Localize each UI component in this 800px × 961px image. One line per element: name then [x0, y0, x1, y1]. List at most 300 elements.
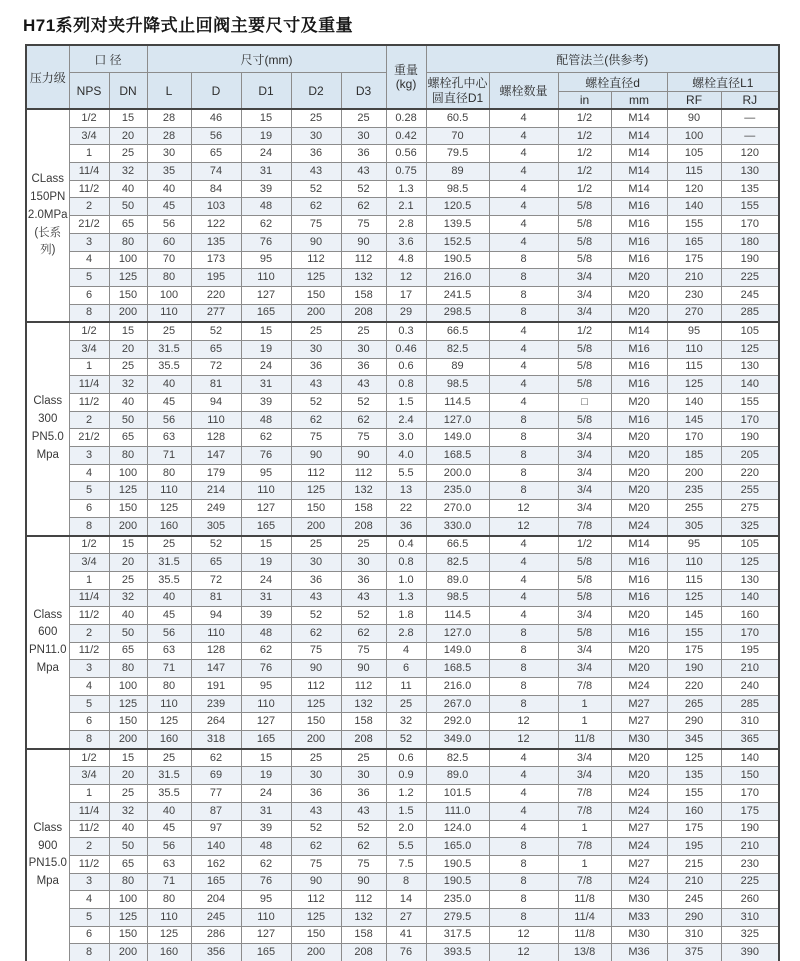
table-cell: M16	[611, 376, 667, 394]
table-cell: 240	[721, 678, 779, 696]
table-cell: 8	[489, 838, 558, 856]
table-cell: 165	[241, 304, 291, 322]
table-cell: 125	[109, 482, 147, 500]
table-cell: 125	[291, 908, 341, 926]
table-cell: M16	[611, 571, 667, 589]
table-cell: 80	[147, 678, 191, 696]
table-cell: 15	[241, 109, 291, 127]
table-cell: 277	[191, 304, 241, 322]
table-cell: 1/2	[558, 109, 611, 127]
table-cell: 208	[341, 517, 386, 535]
table-cell: 25	[341, 536, 386, 554]
table-cell: 75	[291, 429, 341, 447]
table-cell: 175	[721, 802, 779, 820]
table-row	[26, 731, 779, 749]
table-cell: 127.0	[426, 624, 489, 642]
table-cell: 330.0	[426, 517, 489, 535]
table-cell: 158	[341, 713, 386, 731]
table-cell: 3/4	[558, 660, 611, 678]
table-cell: 72	[191, 571, 241, 589]
table-cell: 8	[489, 855, 558, 873]
table-cell: 208	[341, 731, 386, 749]
table-cell: 65	[109, 216, 147, 234]
table-row	[26, 713, 779, 731]
table-cell: 45	[147, 394, 191, 412]
table-cell: 114.5	[426, 607, 489, 625]
table-cell: M20	[611, 464, 667, 482]
table-cell: 140	[191, 838, 241, 856]
table-cell: 31	[241, 376, 291, 394]
table-cell: 1.3	[386, 180, 426, 198]
table-cell: 65	[191, 554, 241, 572]
table-cell: 160	[147, 517, 191, 535]
table-cell: 317.5	[426, 926, 489, 944]
table-cell: 200	[291, 517, 341, 535]
table-cell: 6	[69, 926, 109, 944]
table-cell: 195	[191, 269, 241, 287]
table-cell: 4	[489, 554, 558, 572]
table-cell: 135	[667, 767, 721, 785]
table-cell: 80	[109, 873, 147, 891]
table-cell: 125	[721, 554, 779, 572]
table-cell: 325	[721, 517, 779, 535]
table-cell: 1.0	[386, 571, 426, 589]
table-row	[26, 944, 779, 961]
table-row	[26, 926, 779, 944]
table-cell: M20	[611, 429, 667, 447]
table-cell: 180	[721, 233, 779, 251]
table-cell: 115	[667, 358, 721, 376]
table-cell: 35.5	[147, 358, 191, 376]
table-cell: 2.4	[386, 411, 426, 429]
table-row	[26, 749, 779, 767]
table-cell: 25	[386, 695, 426, 713]
table-cell: 25	[109, 145, 147, 163]
table-cell: 52	[291, 394, 341, 412]
table-cell: 89	[426, 163, 489, 181]
table-cell: 3.6	[386, 233, 426, 251]
table-cell: 110	[147, 695, 191, 713]
table-cell: 200	[109, 731, 147, 749]
table-cell: 6	[386, 660, 426, 678]
table-cell: 80	[147, 269, 191, 287]
table-cell: 345	[667, 731, 721, 749]
table-cell: 29	[386, 304, 426, 322]
table-cell: 90	[341, 447, 386, 465]
table-cell: 210	[667, 269, 721, 287]
header-rj: RJ	[721, 92, 779, 110]
table-cell: 43	[291, 802, 341, 820]
table-cell: 220	[191, 286, 241, 304]
table-cell: 112	[341, 678, 386, 696]
pressure-class-cell: Class 600 PN11.0 Mpa	[26, 536, 69, 749]
table-cell: 5.5	[386, 464, 426, 482]
table-cell: 0.3	[386, 322, 426, 340]
table-cell: 12	[489, 500, 558, 518]
table-cell: 12	[489, 926, 558, 944]
table-cell: 110	[241, 482, 291, 500]
table-cell: 165	[667, 233, 721, 251]
table-cell: 356	[191, 944, 241, 961]
table-cell: 15	[109, 536, 147, 554]
table-cell: 89	[426, 358, 489, 376]
table-cell: 3/4	[558, 269, 611, 287]
table-cell: 11/4	[558, 908, 611, 926]
table-row	[26, 855, 779, 873]
table-row	[26, 642, 779, 660]
table-cell: 5/8	[558, 340, 611, 358]
table-cell: 160	[147, 944, 191, 961]
table-cell: M16	[611, 411, 667, 429]
table-cell: 2.8	[386, 624, 426, 642]
table-row	[26, 607, 779, 625]
table-cell: 11/2	[69, 607, 109, 625]
table-cell: 132	[341, 695, 386, 713]
table-cell: 4.8	[386, 251, 426, 269]
table-cell: 0.9	[386, 767, 426, 785]
table-cell: 4	[69, 678, 109, 696]
table-cell: 235.0	[426, 891, 489, 909]
table-cell: 5	[69, 482, 109, 500]
table-cell: 90	[291, 233, 341, 251]
table-cell: 160	[721, 607, 779, 625]
table-cell: M20	[611, 482, 667, 500]
table-row	[26, 678, 779, 696]
table-cell: —	[721, 127, 779, 145]
table-cell: 30	[341, 554, 386, 572]
table-cell: 40	[109, 180, 147, 198]
table-cell: 127.0	[426, 411, 489, 429]
table-cell: 31	[241, 589, 291, 607]
table-row	[26, 358, 779, 376]
table-cell: 0.6	[386, 358, 426, 376]
table-cell: 165.0	[426, 838, 489, 856]
table-cell: 127	[241, 500, 291, 518]
table-cell: 21/2	[69, 216, 109, 234]
table-cell: 150	[291, 500, 341, 518]
table-cell: 95	[667, 322, 721, 340]
table-cell: 200	[109, 944, 147, 961]
table-cell: 147	[191, 447, 241, 465]
table-cell: 11/4	[69, 163, 109, 181]
table-cell: 52	[191, 322, 241, 340]
table-cell: 71	[147, 447, 191, 465]
table-cell: 8	[69, 517, 109, 535]
table-cell: 127	[241, 926, 291, 944]
table-cell: 130	[721, 571, 779, 589]
table-cell: 48	[241, 411, 291, 429]
table-cell: 36	[291, 571, 341, 589]
table-cell: 8	[69, 944, 109, 961]
table-cell: 76	[241, 660, 291, 678]
table-cell: 25	[291, 322, 341, 340]
table-cell: M16	[611, 251, 667, 269]
table-cell: 45	[147, 198, 191, 216]
table-cell: 6	[69, 286, 109, 304]
table-cell: 150	[291, 713, 341, 731]
table-cell: 19	[241, 127, 291, 145]
table-row	[26, 304, 779, 322]
table-row	[26, 286, 779, 304]
table-row	[26, 695, 779, 713]
table-cell: 52	[341, 394, 386, 412]
table-cell: 62	[341, 411, 386, 429]
table-cell: 190	[721, 820, 779, 838]
table-cell: 12	[489, 517, 558, 535]
table-cell: 8	[489, 642, 558, 660]
table-cell: 318	[191, 731, 241, 749]
table-cell: 1	[558, 713, 611, 731]
table-cell: 4	[489, 127, 558, 145]
table-cell: 290	[667, 908, 721, 926]
table-cell: 8	[69, 304, 109, 322]
table-cell: 375	[667, 944, 721, 961]
table-cell: 75	[291, 642, 341, 660]
table-cell: 43	[291, 376, 341, 394]
table-cell: 3/4	[69, 127, 109, 145]
table-cell: M24	[611, 838, 667, 856]
table-cell: M16	[611, 233, 667, 251]
table-cell: □	[558, 394, 611, 412]
table-cell: 175	[667, 251, 721, 269]
table-cell: M14	[611, 109, 667, 127]
table-cell: 2	[69, 198, 109, 216]
table-cell: 0.8	[386, 376, 426, 394]
table-cell: M14	[611, 127, 667, 145]
table-cell: 1.5	[386, 394, 426, 412]
table-cell: 285	[721, 695, 779, 713]
header-dimensions: 尺寸(mm)	[147, 45, 386, 73]
table-cell: 175	[667, 820, 721, 838]
table-cell: 4	[489, 802, 558, 820]
table-cell: 90	[291, 873, 341, 891]
table-cell: 63	[147, 855, 191, 873]
table-cell: 66.5	[426, 536, 489, 554]
table-cell: M16	[611, 554, 667, 572]
table-cell: 239	[191, 695, 241, 713]
table-cell: 52	[291, 607, 341, 625]
table-cell: 63	[147, 429, 191, 447]
table-cell: M24	[611, 873, 667, 891]
table-cell: 4.0	[386, 447, 426, 465]
table-cell: 5/8	[558, 376, 611, 394]
table-cell: 3/4	[558, 767, 611, 785]
table-cell: 5/8	[558, 216, 611, 234]
header-bolt-qty: 螺栓数量	[489, 73, 558, 110]
table-cell: 286	[191, 926, 241, 944]
table-cell: 36	[341, 785, 386, 803]
table-cell: 75	[341, 216, 386, 234]
table-cell: 160	[147, 731, 191, 749]
header-bolt-dia-l1: 螺栓直径L1	[667, 73, 779, 92]
table-cell: 1/2	[69, 749, 109, 767]
table-cell: 100	[109, 464, 147, 482]
table-cell: 36	[341, 571, 386, 589]
table-row	[26, 340, 779, 358]
table-cell: 24	[241, 785, 291, 803]
table-cell: M16	[611, 216, 667, 234]
table-cell: 393.5	[426, 944, 489, 961]
table-cell: 11/8	[558, 926, 611, 944]
table-cell: M20	[611, 394, 667, 412]
table-cell: 82.5	[426, 749, 489, 767]
table-cell: 75	[341, 429, 386, 447]
table-cell: 19	[241, 767, 291, 785]
table-cell: 15	[241, 749, 291, 767]
table-cell: 56	[147, 411, 191, 429]
table-cell: 43	[341, 802, 386, 820]
table-cell: 56	[147, 216, 191, 234]
table-cell: 32	[109, 376, 147, 394]
table-cell: 125	[109, 269, 147, 287]
header-row-1	[26, 45, 779, 73]
table-cell: 3	[69, 660, 109, 678]
table-cell: 3/4	[558, 447, 611, 465]
table-cell: 11/2	[69, 855, 109, 873]
table-cell: 25	[291, 109, 341, 127]
table-cell: 62	[341, 838, 386, 856]
table-cell: 1/2	[558, 536, 611, 554]
table-cell: 1	[69, 785, 109, 803]
table-cell: 45	[147, 607, 191, 625]
table-row	[26, 145, 779, 163]
table-cell: 52	[386, 731, 426, 749]
table-cell: 7/8	[558, 838, 611, 856]
table-row	[26, 589, 779, 607]
table-cell: 365	[721, 731, 779, 749]
table-row	[26, 554, 779, 572]
table-row	[26, 891, 779, 909]
table-cell: 349.0	[426, 731, 489, 749]
table-cell: 4	[489, 785, 558, 803]
table-cell: 11/4	[69, 589, 109, 607]
table-cell: 3/4	[558, 286, 611, 304]
table-header	[26, 45, 779, 109]
table-cell: 4	[489, 358, 558, 376]
table-cell: 39	[241, 820, 291, 838]
table-cell: 40	[109, 820, 147, 838]
table-cell: M27	[611, 713, 667, 731]
table-cell: 25	[109, 358, 147, 376]
table-cell: 95	[241, 678, 291, 696]
table-cell: 112	[291, 251, 341, 269]
table-cell: 30	[341, 127, 386, 145]
table-cell: 110	[147, 304, 191, 322]
table-cell: 3/4	[558, 642, 611, 660]
table-cell: M20	[611, 286, 667, 304]
table-cell: 275	[721, 500, 779, 518]
table-cell: 3/4	[69, 554, 109, 572]
table-cell: 80	[147, 464, 191, 482]
table-cell: 62	[291, 624, 341, 642]
table-cell: 112	[291, 678, 341, 696]
table-cell: 20	[109, 127, 147, 145]
table-cell: 149.0	[426, 429, 489, 447]
table-cell: M20	[611, 304, 667, 322]
table-cell: 1	[69, 358, 109, 376]
table-cell: 1	[558, 855, 611, 873]
table-cell: 155	[667, 216, 721, 234]
table-cell: 122	[191, 216, 241, 234]
table-cell: 4	[489, 180, 558, 198]
table-cell: 7.5	[386, 855, 426, 873]
table-cell: 235.0	[426, 482, 489, 500]
table-cell: 158	[341, 286, 386, 304]
table-cell: 62	[341, 198, 386, 216]
table-cell: 65	[109, 429, 147, 447]
header-flange: 配管法兰(供参考)	[426, 45, 779, 73]
table-cell: 4	[386, 642, 426, 660]
table-cell: 210	[667, 873, 721, 891]
table-cell: 1.2	[386, 785, 426, 803]
table-cell: 31.5	[147, 767, 191, 785]
table-cell: 48	[241, 838, 291, 856]
table-cell: 50	[109, 411, 147, 429]
table-cell: 8	[489, 678, 558, 696]
table-cell: M30	[611, 731, 667, 749]
table-cell: 76	[241, 873, 291, 891]
table-cell: 3/4	[558, 607, 611, 625]
table-cell: 114.5	[426, 394, 489, 412]
table-cell: 179	[191, 464, 241, 482]
table-cell: 124.0	[426, 820, 489, 838]
table-cell: 30	[341, 340, 386, 358]
table-cell: 165	[241, 944, 291, 961]
table-cell: 220	[667, 678, 721, 696]
table-cell: 52	[341, 607, 386, 625]
table-cell: M16	[611, 624, 667, 642]
table-cell: 70	[426, 127, 489, 145]
table-cell: 25	[291, 536, 341, 554]
table-cell: 81	[191, 376, 241, 394]
table-cell: 52	[341, 180, 386, 198]
table-cell: 5	[69, 695, 109, 713]
table-cell: 8	[489, 411, 558, 429]
table-cell: 31.5	[147, 340, 191, 358]
table-cell: 52	[341, 820, 386, 838]
table-cell: 298.5	[426, 304, 489, 322]
table-cell: M20	[611, 269, 667, 287]
table-cell: 195	[667, 838, 721, 856]
table-cell: 140	[721, 589, 779, 607]
header-mm: mm	[611, 92, 667, 110]
table-cell: 25	[341, 322, 386, 340]
table-cell: 8	[489, 269, 558, 287]
table-cell: 11/2	[69, 820, 109, 838]
table-cell: 249	[191, 500, 241, 518]
header-bolt-dia-d: 螺栓直径d	[558, 73, 667, 92]
table-cell: 4	[489, 394, 558, 412]
table-cell: 12	[489, 731, 558, 749]
table-row	[26, 536, 779, 554]
table-cell: 62	[291, 411, 341, 429]
table-cell: 20	[109, 340, 147, 358]
table-cell: 0.8	[386, 554, 426, 572]
valve-spec-table	[25, 44, 780, 961]
table-cell: 230	[721, 855, 779, 873]
table-cell: 132	[341, 269, 386, 287]
table-cell: 31.5	[147, 554, 191, 572]
table-cell: 165	[241, 517, 291, 535]
table-cell: 100	[109, 678, 147, 696]
table-cell: 158	[341, 500, 386, 518]
table-cell: 150	[109, 286, 147, 304]
table-cell: 3/4	[558, 749, 611, 767]
table-cell: 225	[721, 873, 779, 891]
table-cell: 75	[291, 216, 341, 234]
table-cell: 150	[109, 926, 147, 944]
table-cell: 11/8	[558, 891, 611, 909]
